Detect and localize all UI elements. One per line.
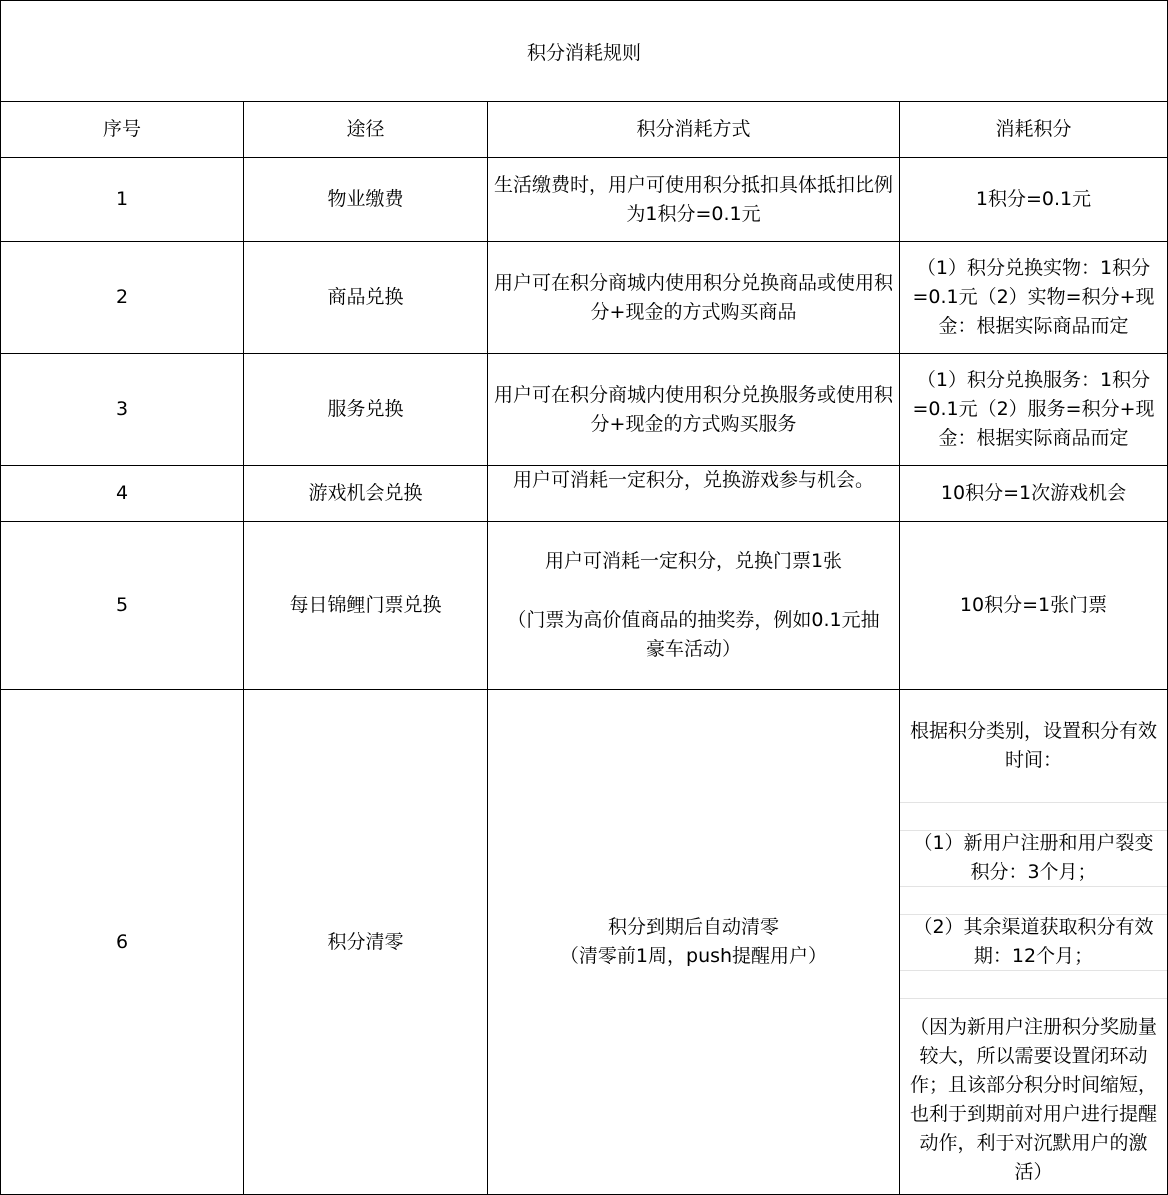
row-6-method-line2: （清零前1周，push提醒用户） [559,945,828,967]
row-3-index: 3 [115,398,129,420]
row-6-points-note: （因为新用户注册积分奖励量较大，所以需要设置闭环动作；且该部分积分时间缩短，也利于到期前对用户进行提醒动作，利于对沉默用户的激活） [909,1016,1157,1183]
header-points: 消耗积分 [995,118,1072,140]
row-6-points-intro: 根据积分类别，设置积分有效时间： [909,720,1157,771]
row-4-channel: 游戏机会兑换 [308,482,423,504]
row-2-index: 2 [115,286,129,308]
row-1-channel: 物业缴费 [327,188,404,210]
row-5-channel: 每日锦鲤门票兑换 [289,594,442,616]
cell-separator [900,998,1167,999]
row-2-method: 用户可在积分商城内使用积分兑换商品或使用积分+现金的方式购买商品 [494,271,894,323]
row-6-method [488,690,899,1194]
row-5-method-line1: 用户可消耗一定积分，兑换门票1张 [544,550,843,572]
row-4-points: 10积分=1次游戏机会 [940,482,1127,504]
row-5-index: 5 [115,594,129,616]
row-2-channel: 商品兑换 [327,286,404,308]
row-6-method-line1: 积分到期后自动清零 [607,916,779,938]
header-method: 积分消耗方式 [636,118,751,140]
row-6-index: 6 [115,930,129,953]
row-4-method: 用户可消耗一定积分，兑换游戏参与机会。 [512,469,874,491]
row-5-points: 10积分=1张门票 [959,594,1108,616]
row-3-points: （1）积分兑换服务：1积分=0.1元（2）服务=积分+现金：根据实际商品而定 [912,369,1155,449]
row-3-method: 用户可在积分商城内使用积分兑换服务或使用积分+现金的方式购买服务 [494,383,894,435]
row-6-channel: 积分清零 [327,930,404,953]
row-6-points-rule1: （1）新用户注册和用户裂变积分：3个月； [913,832,1154,883]
cell-separator [900,802,1167,803]
table-title: 积分消耗规则 [526,41,641,64]
row-3-channel: 服务兑换 [327,398,404,420]
row-1-points: 1积分=0.1元 [975,188,1092,210]
row-1-index: 1 [115,188,129,210]
row-2-points: （1）积分兑换实物：1积分=0.1元（2）实物=积分+现金：根据实际商品而定 [912,257,1155,337]
header-index: 序号 [102,118,141,140]
row-5-method-line2: （门票为高价值商品的抽奖券，例如0.1元抽豪车活动） [507,609,880,660]
row-1-method: 生活缴费时，用户可使用积分抵扣具体抵扣比例为1积分=0.1元 [494,173,894,225]
row-6-points-rule2: （2）其余渠道获取积分有效期：12个月； [913,916,1154,967]
row-5-method [488,522,899,689]
row-4-index: 4 [115,482,129,504]
header-channel: 途径 [346,118,385,140]
